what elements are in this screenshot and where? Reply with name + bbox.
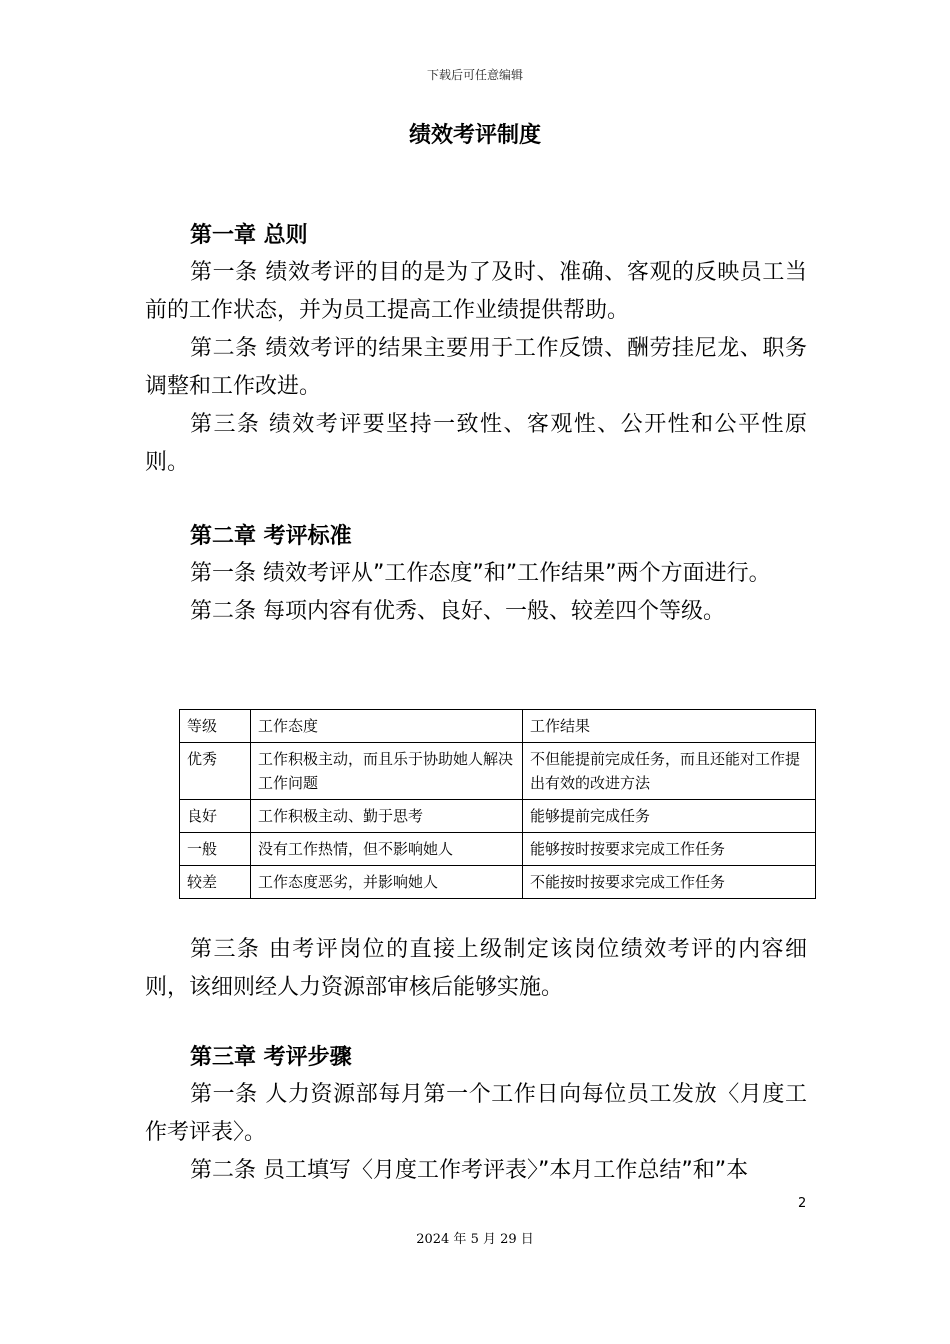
chapter-1-article-3: 第三条 绩效考评要坚持一致性、客观性、公开性和公平性原则。 <box>145 412 807 475</box>
table-header-cell: 工作态度 <box>251 710 523 743</box>
document-title: 绩效考评制度 <box>408 123 541 148</box>
table-cell: 能够按时按要求完成工作任务 <box>523 833 816 866</box>
table-cell: 不能按时按要求完成工作任务 <box>523 866 816 899</box>
chapter-1-article-2: 第二条 绩效考评的结果主要用于工作反馈、酬劳挂尼龙、职务调整和工作改进。 <box>145 336 807 399</box>
chapter-3-article-2: 第二条 员工填写〈月度工作考评表〉”本月工作总结”和”本 <box>190 1158 749 1183</box>
table-cell: 优秀 <box>180 743 251 800</box>
table-cell: 工作积极主动，而且乐于协助她人解决工作问题 <box>251 743 523 800</box>
chapter-3-article-1: 第一条 人力资源部每月第一个工作日向每位员工发放〈月度工作考评表〉。 <box>145 1082 807 1145</box>
table-row <box>180 833 816 866</box>
chapter-2-heading: 第二章 考评标准 <box>190 524 352 549</box>
header-note: 下载后可任意编辑 <box>426 68 523 82</box>
table-cell: 能够提前完成任务 <box>523 800 816 833</box>
grade-table-wrapper <box>179 709 815 899</box>
table-row <box>180 866 816 899</box>
chapter-1-section <box>145 218 807 482</box>
chapter-3-section <box>145 1040 807 1190</box>
table-cell: 不但能提前完成任务，而且还能对工作提出有效的改进方法 <box>523 743 816 800</box>
grade-table <box>179 709 816 899</box>
chapter-2-article-3: 第三条 由考评岗位的直接上级制定该岗位绩效考评的内容细则，该细则经人力资源部审核后能够实施。 <box>145 937 807 1000</box>
table-cell: 较差 <box>180 866 251 899</box>
table-header-row <box>180 710 816 743</box>
footer-date: 2024 年 5 月 29 日 <box>416 1232 534 1247</box>
chapter-2-continued <box>145 931 807 1007</box>
chapter-2-article-2: 第二条 每项内容有优秀、良好、一般、较差四个等级。 <box>190 599 725 624</box>
table-cell: 工作积极主动、勤于思考 <box>251 800 523 833</box>
chapter-3-heading: 第三章 考评步骤 <box>190 1045 352 1070</box>
table-row <box>180 743 816 800</box>
chapter-1-heading: 第一章 总则 <box>190 223 308 248</box>
table-cell: 一般 <box>180 833 251 866</box>
table-row <box>180 800 816 833</box>
chapter-1-article-1: 第一条 绩效考评的目的是为了及时、准确、客观的反映员工当前的工作状态，并为员工提高工作业绩提供帮助。 <box>145 260 807 323</box>
page-number: 2 <box>798 1196 807 1211</box>
table-header-cell: 等级 <box>180 710 251 743</box>
table-header-cell: 工作结果 <box>523 710 816 743</box>
chapter-2-section <box>145 519 807 631</box>
table-cell: 没有工作热情，但不影响她人 <box>251 833 523 866</box>
table-cell: 良好 <box>180 800 251 833</box>
chapter-2-article-1: 第一条 绩效考评从”工作态度”和”工作结果”两个方面进行。 <box>190 561 771 586</box>
table-cell: 工作态度恶劣，并影响她人 <box>251 866 523 899</box>
